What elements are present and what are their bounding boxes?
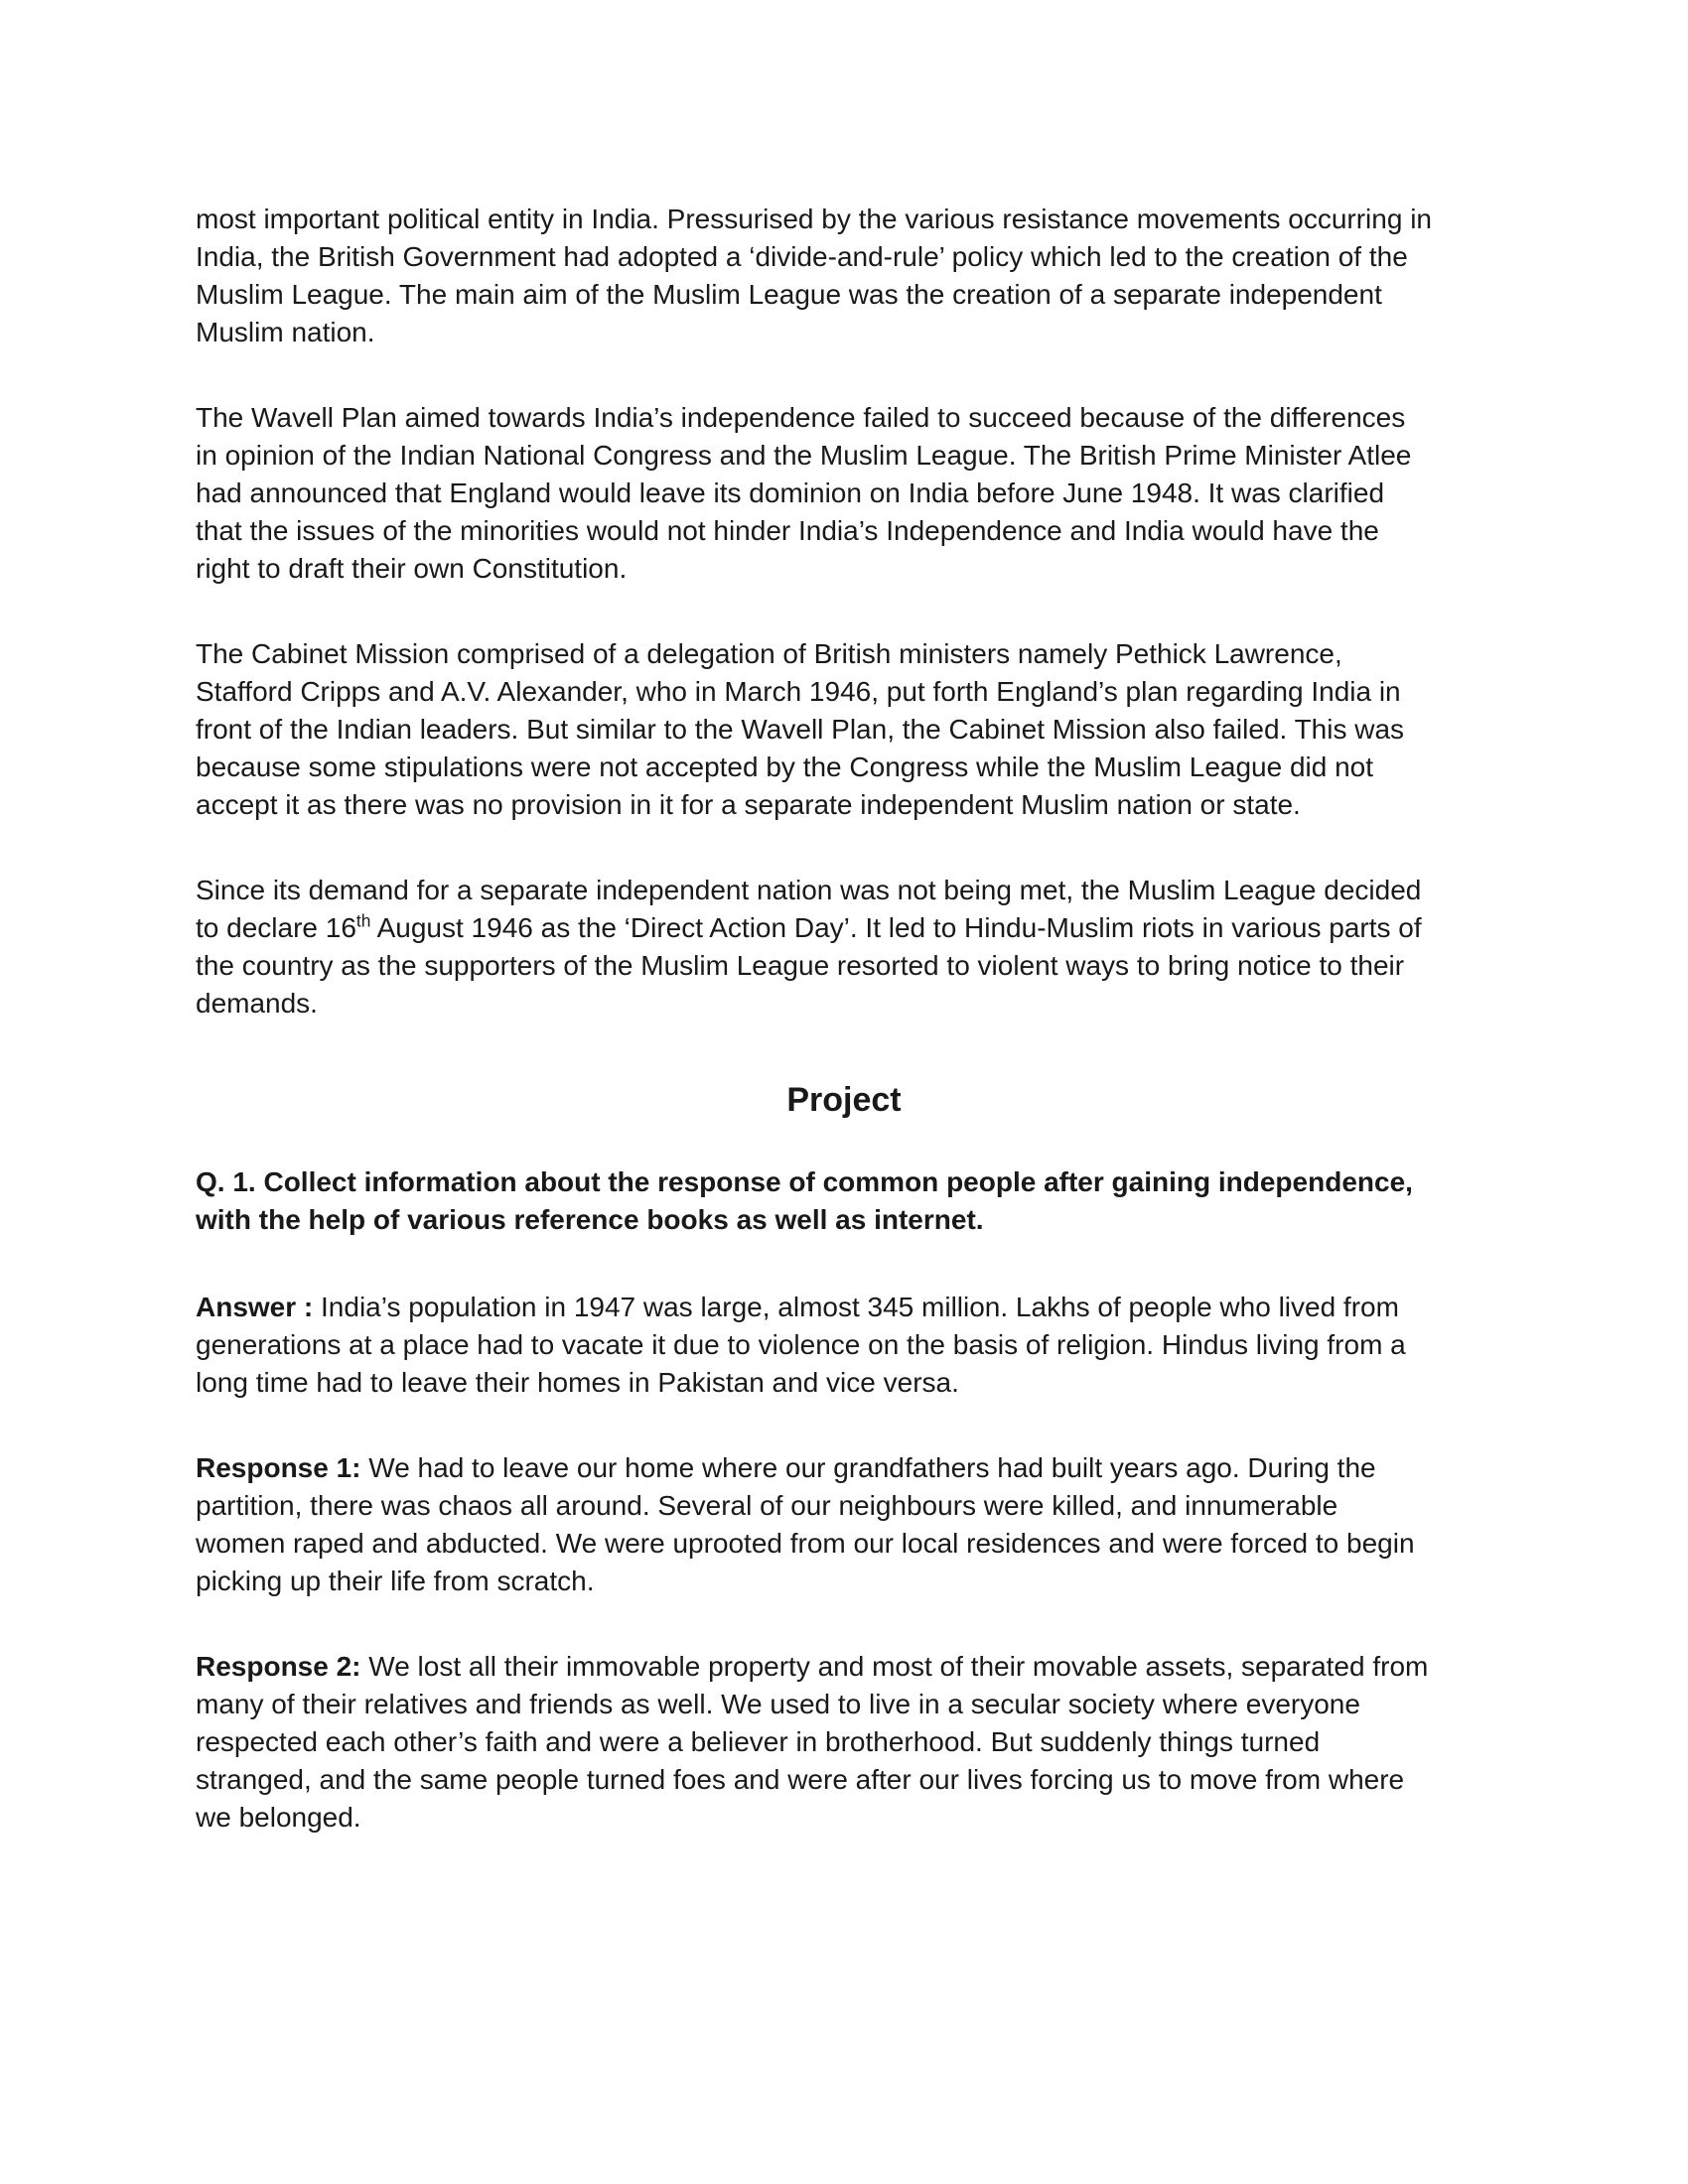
- direct-action-text-before-superscript: Since its demand for a separate independent nation was not being met, the Muslim League decided to declare 16: [196, 875, 1422, 943]
- answer-text: India’s population in 1947 was large, almost 345 million. Lakhs of people who lived from generations at a place had to vacate it due to violence on the basis of religion. Hindus living from a long time had to leave their homes in Pakistan and vice versa.: [196, 1292, 1406, 1398]
- paragraph-muslim-league: most important political entity in India. Pressurised by the various resistance movements occurring in India, the British Government had adopted a ‘divide-and-rule’ policy which led to the creation of the Muslim League. The main aim of the Muslim League was the creation of a separate independent Muslim nation.: [196, 204, 1432, 347]
- direct-action-text-after-superscript: August 1946 as the ‘Direct Action Day’. It led to Hindu-Muslim riots in various parts of the country as the supporters of the Muslim League resorted to violent ways to bring notice to their demands.: [196, 912, 1422, 1019]
- response-1-label: Response 1:: [196, 1452, 361, 1483]
- response-2-paragraph: [196, 1648, 1432, 1837]
- paragraph-wavell-plan: The Wavell Plan aimed towards India’s independence failed to succeed because of the differences in opinion of the Indian National Congress and the Muslim League. The British Prime Minister Atlee had announced that England would leave its dominion on India before June 1948. It was clarified that the issues of the minorities would not hinder India’s Independence and India would have the right to draft their own Constitution.: [196, 402, 1412, 584]
- response-2-text: We lost all their immovable property and most of their movable assets, separated from many of their relatives and friends as well. We used to live in a secular society where everyone respected each other’s faith and were a believer in brotherhood. But suddenly things turned stranged, and the same people turned foes and were after our lives forcing us to move from where we belonged.: [196, 1651, 1429, 1833]
- response-2-label: Response 2:: [196, 1651, 361, 1682]
- ordinal-superscript-th: th: [355, 910, 371, 931]
- answer-label: Answer :: [196, 1292, 314, 1322]
- paragraph-direct-action-day: [196, 872, 1432, 1023]
- paragraph-cabinet-mission: The Cabinet Mission comprised of a delegation of British ministers namely Pethick Lawrence, Stafford Cripps and A.V. Alexander, who in March 1946, put forth England’s plan regarding India in front of the Indian leaders. But similar to the Wavell Plan, the Cabinet Mission also failed. This was because some stipulations were not accepted by the Congress while the Muslim League did not accept it as there was no provision in it for a separate independent Muslim nation or state.: [196, 638, 1405, 820]
- section-heading-project: Project: [786, 1081, 902, 1119]
- question-1-text: Q. 1. Collect information about the response of common people after gaining independence, with the help of various reference books as well as internet.: [196, 1166, 1413, 1235]
- response-1-text: We had to leave our home where our grandfathers had built years ago. During the partition, there was chaos all around. Several of our neighbours were killed, and innumerable women raped and abducted. We were uprooted from our local residences and were forced to begin picking up their life from scratch.: [196, 1452, 1415, 1596]
- answer-paragraph: [196, 1289, 1432, 1402]
- response-1-paragraph: [196, 1449, 1432, 1600]
